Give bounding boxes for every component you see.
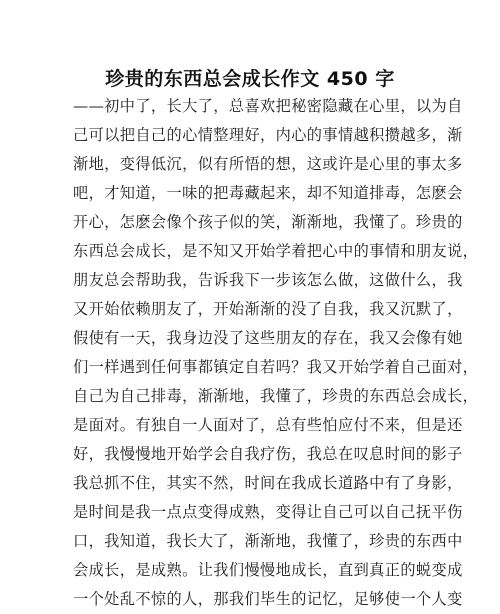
body-line: 己可以把自己的心情整理好，内心的事情越积攒越多，渐 [73, 126, 463, 144]
article-body [73, 92, 479, 614]
body-line: 渐地，变得低沉，似有所悟的想，这或许是心里的事太多 [73, 155, 463, 173]
body-line: 开心，怎麽会像个孩子似的笑，渐渐地，我懂了。珍贵的 [73, 213, 463, 231]
body-line: 又开始依赖朋友了，开始渐渐的没了自我，我又沉默了， [73, 300, 463, 318]
body-line: 我总抓不住，其实不然，时间在我成长道路中有了身影， [73, 474, 463, 492]
body-line: ——初中了，长大了，总喜欢把秘密隐藏在心里，以为自 [73, 97, 463, 115]
body-line: 朋友总会帮助我，告诉我下一步该怎么做，这做什么，我 [73, 271, 463, 289]
body-line: 一个处乱不惊的人，那我们毕生的记忆，足够使一个人变 [73, 590, 463, 608]
body-line: 是面对。有独自一人面对了，总有些怕应付不来，但是还 [73, 416, 463, 434]
body-line: 好，我慢慢地开始学会自我疗伤，我总在叹息时间的影子 [73, 445, 463, 463]
body-line: 假使有一天，我身边没了这些朋友的存在，我又会像有她 [73, 329, 463, 347]
body-line: 吧，才知道，一味的把毒藏起来，却不知道排毒，怎麽会 [73, 184, 463, 202]
body-line: 自己为自己排毒，渐渐地，我懂了，珍贵的东西总会成长， [73, 387, 479, 405]
body-line: 口，我知道，我长大了，渐渐地，我懂了，珍贵的东西中 [73, 532, 463, 550]
article-title: 珍贵的东西总会成长作文 450 字 [105, 68, 395, 90]
body-line: 东西总会成长，是不知又开始学着把心中的事情和朋友说， [73, 242, 479, 260]
body-line: 们一样遇到任何事都镇定自若吗？我又开始学着自己面对， [73, 358, 479, 376]
body-line: 会成长，是成熟。让我们慢慢地成长，直到真正的蜕变成 [73, 561, 463, 579]
body-line: 是时间是我一点点变得成熟，变得让自己可以自己抚平伤 [73, 503, 463, 521]
